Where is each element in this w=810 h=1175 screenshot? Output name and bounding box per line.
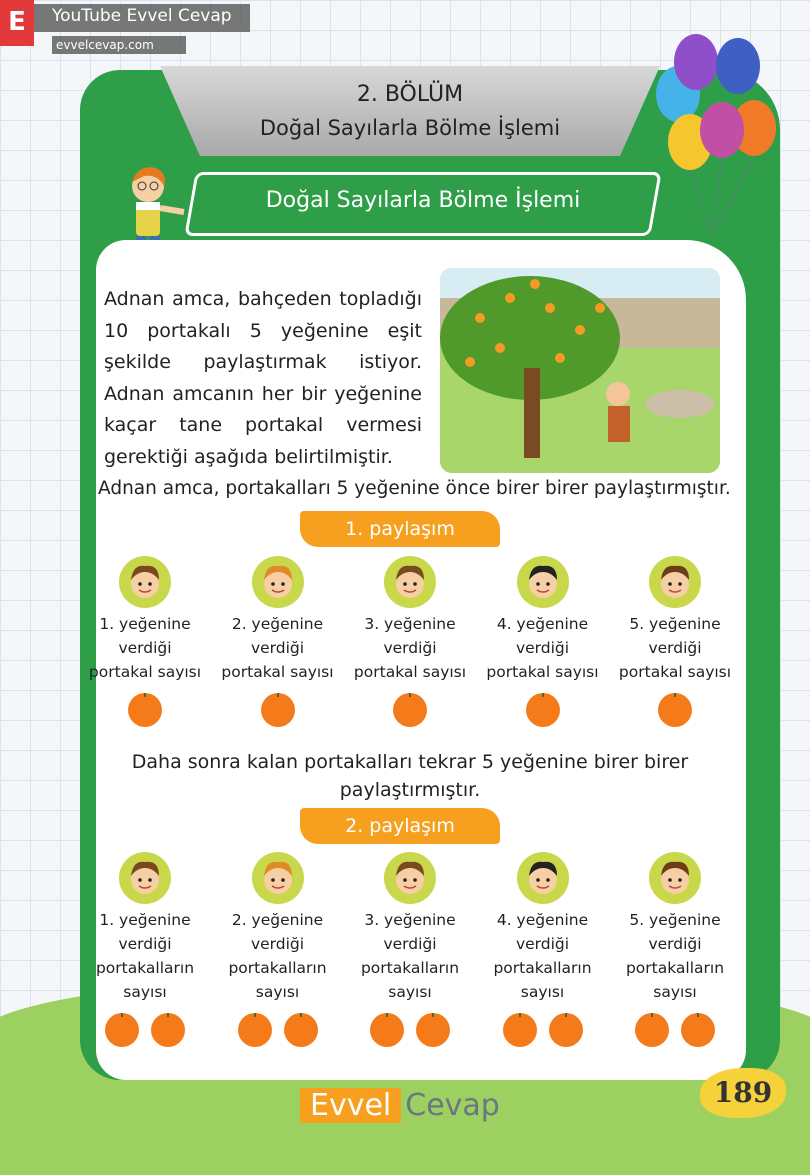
page-number: 189	[700, 1068, 786, 1118]
orange-icon	[654, 688, 696, 732]
nephew-label: verdiği	[383, 639, 437, 657]
orange-group	[80, 1008, 210, 1052]
nephew-label: verdiği	[383, 935, 437, 953]
orange-group	[213, 1008, 343, 1052]
orange-group	[213, 688, 343, 732]
nephew-avatar	[517, 852, 569, 904]
nephew-label: 3. yeğenine	[364, 911, 456, 929]
nephew-label: portakalların	[228, 959, 327, 977]
nephew-label: 1. yeğenine	[99, 911, 191, 929]
nephew-label: portakal sayısı	[618, 663, 732, 681]
nephew-avatar	[119, 556, 171, 608]
nephew-avatar	[252, 556, 304, 608]
nephew-avatar	[252, 852, 304, 904]
footer-logo	[300, 1088, 500, 1123]
nephew-avatar	[384, 556, 436, 608]
orange-icon	[366, 1008, 408, 1052]
nephew-label: sayısı	[123, 983, 167, 1001]
orange-icon	[101, 1008, 143, 1052]
orange-icon	[257, 688, 299, 732]
orange-icon	[234, 1008, 276, 1052]
nephew-label: 3. yeğenine	[364, 615, 456, 633]
nephew-label: portakalların	[625, 959, 725, 977]
garden-illustration	[440, 268, 720, 473]
nephew-label: verdiği	[648, 935, 702, 953]
nephew-avatar	[384, 852, 436, 904]
nephew-label: sayısı	[653, 983, 697, 1001]
watermark-title: YouTube Evvel Cevap	[52, 6, 232, 26]
nephew-label: portakalların	[95, 959, 195, 977]
nephew-label: sayısı	[388, 983, 432, 1001]
orange-icon	[545, 1008, 587, 1052]
nephew-label: 5. yeğenine	[629, 615, 721, 633]
nephew-label: portakal sayısı	[353, 663, 467, 681]
orange-icon	[631, 1008, 673, 1052]
footer-logo-evvel: Evvel	[300, 1088, 401, 1123]
nephew-card	[80, 852, 210, 1052]
balloons-illustration	[650, 32, 780, 242]
orange-group	[345, 1008, 475, 1052]
chapter-number: 2. BÖLÜM	[356, 82, 464, 107]
nephew-label: verdiği	[250, 639, 305, 657]
orange-icon	[280, 1008, 322, 1052]
orange-icon	[124, 688, 166, 732]
nephew-avatar	[119, 852, 171, 904]
nephew-label: verdiği	[250, 935, 305, 953]
nephew-label: 5. yeğenine	[629, 911, 721, 929]
orange-group	[610, 688, 740, 732]
story-sentence: Adnan amca, portakalları 5 yeğenine önce birer birer paylaştırmıştır.	[98, 478, 731, 499]
nephew-card	[345, 852, 475, 1052]
orange-icon	[522, 688, 564, 732]
nephew-label: 1. yeğenine	[99, 615, 191, 633]
orange-icon	[677, 1008, 719, 1052]
story-paragraph: Adnan amca, bahçeden topladığı 10 portakalı 5 yeğenine eşit şekilde paylaştırmak istiyor. Adnan amcanın her bir yeğenine kaçar tane portakal vermesi gerektiği aşağıda belirtilmiştir.	[104, 288, 422, 468]
nephew-label: portakal sayısı	[88, 663, 202, 681]
nephew-label: portakal sayısı	[221, 663, 334, 681]
nephew-label: portakalların	[360, 959, 460, 977]
nephew-label: portakal sayısı	[486, 663, 599, 681]
nephew-label: verdiği	[515, 639, 570, 657]
nephew-label: sayısı	[255, 983, 300, 1001]
nephew-avatar	[517, 556, 569, 608]
nephew-avatar	[649, 852, 701, 904]
nephew-label: verdiği	[118, 935, 172, 953]
chapter-header	[160, 66, 660, 156]
nephew-card	[213, 556, 343, 732]
round-2-row	[80, 852, 740, 1052]
nephew-avatar	[649, 556, 701, 608]
orange-group	[610, 1008, 740, 1052]
chapter-title: Doğal Sayılarla Bölme İşlemi	[259, 116, 561, 140]
nephew-card	[478, 556, 608, 732]
nephew-label: verdiği	[515, 935, 570, 953]
watermark-url: evvelcevap.com	[52, 36, 186, 54]
footer-logo-cevap: Cevap	[405, 1088, 500, 1123]
orange-group	[80, 688, 210, 732]
orange-group	[478, 1008, 608, 1052]
orange-icon	[499, 1008, 541, 1052]
nephew-card	[478, 852, 608, 1052]
orange-group	[478, 688, 608, 732]
round-1-badge: 1. paylaşım	[300, 511, 500, 547]
nephew-label: portakalların	[493, 959, 592, 977]
round-2-badge: 2. paylaşım	[300, 808, 500, 844]
nephew-card	[610, 556, 740, 732]
orange-icon	[412, 1008, 454, 1052]
nephew-label: verdiği	[118, 639, 172, 657]
watermark-logo: E	[0, 0, 34, 46]
topic-title: Doğal Sayılarla Bölme İşlemi	[265, 188, 581, 213]
nephew-label: 4. yeğenine	[496, 615, 589, 633]
nephew-label: verdiği	[648, 639, 702, 657]
round-1-row	[80, 556, 740, 732]
nephew-label: 4. yeğenine	[496, 911, 589, 929]
orange-group	[345, 688, 475, 732]
nephew-card	[610, 852, 740, 1052]
round-2-sentence: Daha sonra kalan portakalları tekrar 5 yeğenine birer birer paylaştırmıştır.	[131, 751, 689, 801]
nephew-card	[80, 556, 210, 732]
nephew-label: 2. yeğenine	[231, 911, 324, 929]
orange-icon	[147, 1008, 189, 1052]
nephew-label: sayısı	[520, 983, 565, 1001]
nephew-card	[213, 852, 343, 1052]
nephew-label: 2. yeğenine	[231, 615, 324, 633]
orange-icon	[389, 688, 431, 732]
nephew-card	[345, 556, 475, 732]
